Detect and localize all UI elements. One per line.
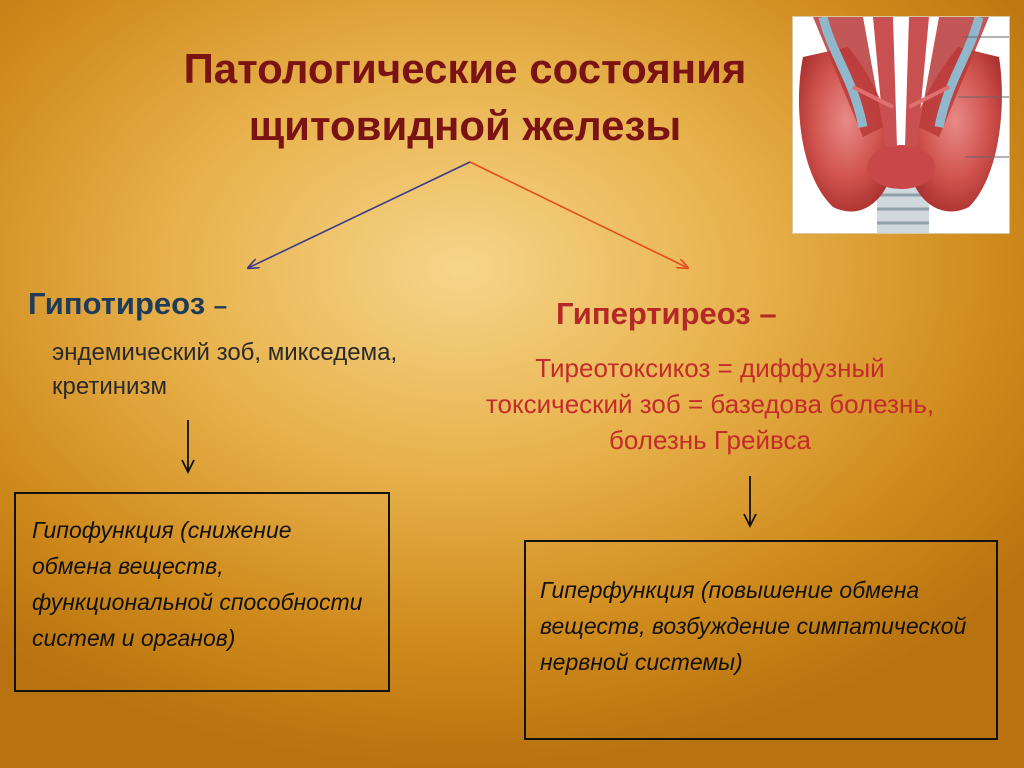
arrow-head-hypofunction	[182, 460, 194, 472]
thyroid-illustration-svg	[793, 17, 1009, 233]
hypothyroidism-heading-dash: –	[213, 293, 228, 320]
hyperthyroidism-description: Тиреотоксикоз = диффузный токсический зоб = базедова болезнь, болезнь Грейвса	[485, 353, 935, 455]
hypothyroidism-heading-text: Гипотиреоз	[28, 286, 206, 321]
hypofunction-box: Гипофункция (снижение обмена веществ, функциональной способности систем и органов)	[14, 492, 390, 692]
slide-title: Патологические состояния щитовидной железы	[183, 45, 747, 149]
arrow-to-hyperthyroidism	[470, 162, 688, 268]
hyperthyroidism-heading: Гипертиреоз –	[556, 296, 777, 331]
arrow-head-hyperfunction	[744, 514, 756, 526]
hypothyroidism-description: эндемический зоб, микседема, кретинизм	[52, 339, 398, 400]
thyroid-gland-illustration-icon	[792, 16, 1010, 234]
hyperfunction-box: Гиперфункция (повышение обмена веществ, возбуждение симпатической нервной системы)	[524, 540, 998, 740]
arrow-to-hypothyroidism	[248, 162, 470, 268]
hypothyroidism-heading	[28, 286, 227, 322]
